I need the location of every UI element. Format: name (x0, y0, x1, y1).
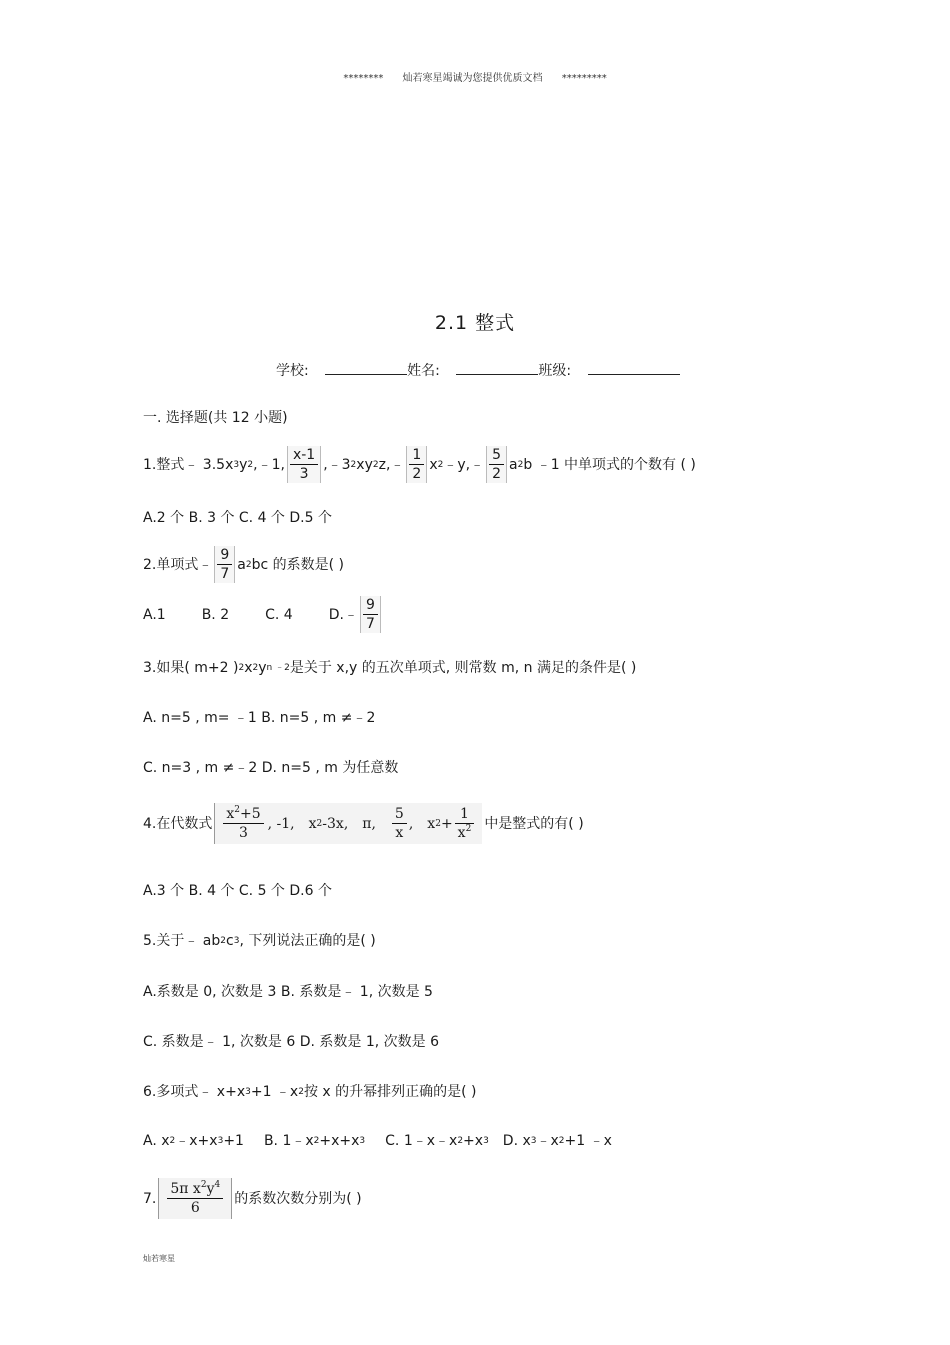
q5-text: 5.关于﹣ ab (143, 933, 221, 949)
numerator (223, 805, 263, 823)
q1-text: b ﹣1 中单项式的个数有 ( ) (523, 456, 696, 473)
q1-text: ,﹣3 (323, 456, 351, 473)
name-label: 姓名: (407, 363, 440, 379)
class-blank (588, 362, 680, 375)
q4-text: 中是整式的有( ) (484, 815, 584, 832)
denominator: 3 (299, 466, 309, 483)
header-stars-right: ********* (561, 73, 607, 84)
denominator: x (395, 825, 404, 842)
q1-text: ﹣y,﹣ (443, 456, 485, 473)
question-3: 3.如果( m+2 ) 2 x 2 y n ﹣2 是关于 x,y 的五次单项式, 则常数 m, n 满足的条件是( ) (143, 660, 637, 676)
q5-text: c (226, 933, 234, 949)
denominator: 2 (412, 466, 422, 483)
question-6: 6.多项式﹣ x+x 3 +1 ﹣x 2 按 x 的升幂排列正确的是( ) (143, 1084, 477, 1100)
expr-item: x (308, 815, 317, 832)
q1-text: a (509, 456, 518, 473)
denominator: 2 (492, 466, 502, 483)
student-info (276, 360, 680, 380)
q1-text: y (239, 456, 248, 473)
expr-item: , (408, 815, 414, 832)
answer-options-1: A.2 个 B. 3 个 C. 4 个 D.5 个 (143, 510, 332, 526)
fraction-5-over-2 (486, 446, 507, 483)
q2-text: 2.单项式﹣ (143, 556, 213, 573)
num-part: y (206, 1181, 215, 1197)
option-d: D.﹣ (328, 606, 358, 623)
q1-text: x (429, 456, 438, 473)
num-sup: 4 (214, 1180, 221, 1190)
question-4 (143, 803, 584, 844)
q4-text: 4.在代数式 (143, 815, 213, 832)
q7-text: 的系数次数分别为( ) (234, 1190, 362, 1207)
page-header (0, 69, 950, 84)
q2-text: a (237, 556, 246, 573)
denominator: 3 (239, 825, 248, 842)
num-base: x (226, 806, 235, 822)
question-1: 1.整式﹣ 3.5x 3 y 2 ,﹣1, $\frac{x-1}{3}$ ,﹣3 2 xy 2 z,﹣ $\frac{1}{2}$ x 2 ﹣y,﹣ $\frac{5}{2}$ a 2 b ﹣1 中单项式的个数有 ( ) (143, 447, 696, 483)
q3-text: 是关于 x,y 的五次单项式, 则常数 m, n 满足的条件是( ) (289, 660, 637, 676)
option-d: D. x (502, 1133, 531, 1149)
fraction-9-over-7 (214, 546, 235, 583)
question-2: 2.单项式﹣ $\frac{9}{7}$ a 2 bc 的系数是( ) (143, 547, 345, 583)
option-a: A.1 (143, 606, 166, 623)
option-c: C. 1﹣x﹣x (385, 1133, 458, 1149)
option-a: A. x (143, 1133, 170, 1149)
q1-text: xy (356, 456, 373, 473)
numerator: 5 (394, 806, 404, 822)
num-rest: +5 (240, 806, 261, 822)
num-sup: 2 (200, 1180, 207, 1190)
numerator: 1 (460, 806, 469, 822)
num-sup: 2 (234, 805, 240, 815)
fraction-1-over-2 (406, 446, 427, 483)
numerator (167, 1180, 223, 1198)
fraction-x-minus-1-over-3 (287, 446, 321, 483)
expression-image (158, 1178, 232, 1219)
q1-text: 1.整式﹣ 3.5x (143, 456, 234, 473)
header-stars-left: ******** (343, 73, 384, 84)
numerator: 1 (412, 447, 422, 463)
q6-text: 按 x 的升幂排列正确的是( ) (303, 1084, 477, 1100)
q5-text: , 下列说法正确的是( ) (239, 933, 376, 949)
numerator: 5 (492, 447, 502, 463)
numerator: 9 (220, 547, 230, 563)
expression-image: $\frac{x^2+5}{3}$ , -1, x 2 -3x, π, $\frac{5}{x}$ , x 2 + $\frac{1}{x^2}$ (214, 803, 482, 844)
question-5: 5.关于﹣ ab 2 c 3 , 下列说法正确的是( ) (143, 933, 376, 949)
denominator: 6 (190, 1200, 200, 1217)
name-blank (456, 362, 538, 375)
answer-options-4: A.3 个 B. 4 个 C. 5 个 D.6 个 (143, 883, 332, 899)
option-c: +x (463, 1133, 484, 1149)
fraction-x2-plus-5-over-3 (223, 805, 263, 842)
numerator: 9 (365, 597, 375, 613)
school-blank (325, 362, 407, 375)
q3-text: x (244, 660, 253, 676)
class-label: 班级: (538, 363, 572, 379)
answer-options-2 (143, 596, 383, 633)
question-7 (143, 1178, 362, 1219)
option-c: C. 4 (265, 606, 293, 623)
q6-text: 6.多项式﹣ x+x (143, 1084, 246, 1100)
page-title: 2.1 整式 (434, 312, 516, 334)
expr-item: + (440, 815, 453, 832)
expr-item: x (427, 815, 436, 832)
q1-text: ,﹣1, (253, 456, 285, 473)
option-d: +1 ﹣x (564, 1133, 612, 1149)
option-b: +x+x (319, 1133, 360, 1149)
q6-text: +1 ﹣x (250, 1084, 299, 1100)
q3-text: 3.如果( m+2 ) (143, 660, 239, 676)
q3-text: y (258, 660, 267, 676)
answer-options-6: A. x 2 ﹣x+x 3 +1 B. 1﹣x 2 +x+x 3 C. 1﹣x﹣x 2 +x 3 D. x 3 ﹣x 2 +1 ﹣x (143, 1133, 612, 1149)
option-b: B. 2 (201, 606, 230, 623)
numerator: x-1 (292, 447, 316, 463)
option-a: ﹣x+x (175, 1133, 218, 1149)
expr-item: , -1, (267, 815, 295, 832)
q1-text: z,﹣ (378, 456, 405, 473)
answer-options-3b: C. n=3 , m ≠﹣2 D. n=5 , m 为任意数 (143, 760, 399, 776)
answer-options-3a: A. n=5 , m= ﹣1 B. n=5 , m ≠﹣2 (143, 710, 376, 726)
denominator: 7 (220, 566, 230, 583)
expr-item: -3x, (322, 815, 349, 832)
answer-options-5a: A.系数是 0, 次数是 3 B. 系数是﹣ 1, 次数是 5 (143, 984, 433, 1000)
q2-text: bc 的系数是( ) (251, 556, 345, 573)
page-footer: 灿若寒星 (143, 1254, 175, 1263)
den-base: x (457, 825, 466, 842)
option-b: B. 1﹣x (263, 1133, 314, 1149)
option-d: ﹣x (536, 1133, 559, 1149)
q7-text: 7. (143, 1190, 157, 1207)
header-text: 灿若寒星竭诚为您提供优质文档 (402, 73, 543, 84)
denominator (455, 824, 475, 842)
expr-item: π, (362, 815, 376, 832)
school-label: 学校: (276, 363, 309, 379)
section-heading: 一. 选择题(共 12 小题) (143, 410, 288, 426)
fraction-5pi-x2y4-over-6 (167, 1180, 223, 1217)
answer-options-5b: C. 系数是﹣ 1, 次数是 6 D. 系数是 1, 次数是 6 (143, 1034, 440, 1050)
fraction-1-over-x2 (455, 805, 475, 842)
fraction-9-over-7 (360, 596, 381, 633)
num-part: 5π x (170, 1181, 201, 1197)
option-a: +1 (223, 1133, 244, 1149)
den-sup: 2 (465, 824, 472, 835)
denominator: 7 (365, 616, 375, 633)
fraction-5-over-x (392, 805, 407, 842)
